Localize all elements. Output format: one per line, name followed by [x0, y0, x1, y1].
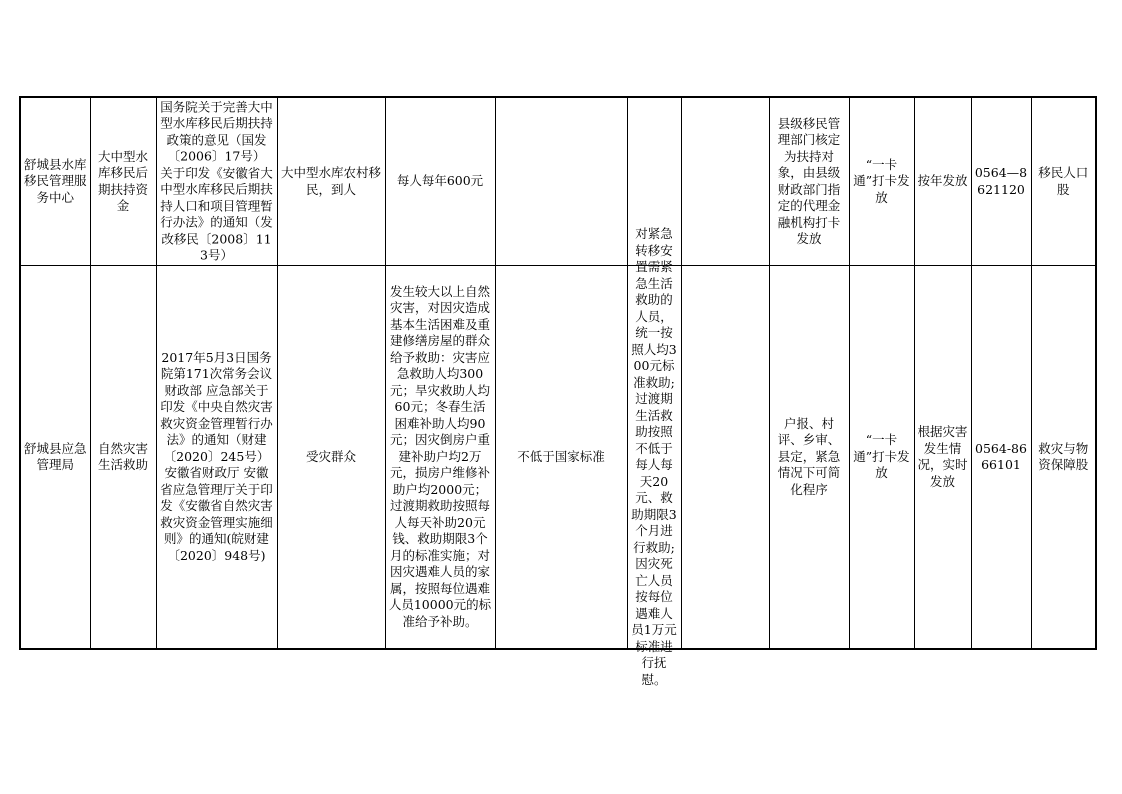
target-cell: 受灾群众 [277, 266, 385, 650]
col6-cell [495, 97, 627, 266]
col8-cell [681, 97, 769, 266]
col7-text: 对紧急转移安置需紧急生活救助的人员，统一按照人均300元标准救助;过渡期生活救助按照不低于每人每天20元、救助期限3个月进行救助;因灾死亡人员按每位遇难人员1万元标准进行抚慰。 [631, 226, 677, 687]
basis-cell [156, 97, 277, 266]
phone-cell: 0564—8621120 [971, 97, 1031, 266]
standard-cell [385, 266, 495, 650]
standard-text: 发生较大以上自然灾害，对因灾造成基本生活困难及重建修缮房屋的群众给予救助：灾害应急救助人均300元；旱灾救助人均60元；冬春生活困难补助人均90元；因灾倒房户重建补助户均2万元，损房户维修补助户均2000元；过渡期救助按照每人每天补助20元钱、救助期限3个月的标准实施；对因灾遇难人员的家属，按照每位遇难人员10000元的标准给予补助。 [388, 283, 492, 629]
standard-cell: 每人每年600元 [385, 97, 495, 266]
item-cell: 大中型水库移民后期扶持资金 [90, 97, 156, 266]
col7-cell [627, 226, 681, 687]
target-cell: 大中型水库农村移民，到人 [277, 97, 385, 266]
col8-cell [681, 266, 769, 650]
basis-text: 国务院关于完善大中型水库移民后期扶持政策的意见（国发〔2006〕17号） 关于印发《安徽省大中型水库移民后期扶持人口和项目管理暂行办法》的通知（发改移民〔2008〕113号） [160, 99, 273, 263]
table-row [20, 97, 1096, 266]
dept-cell: 移民人口股 [1031, 97, 1096, 266]
table-row [20, 266, 1096, 650]
basis-cell [156, 266, 277, 650]
procedure-cell: 户报、村评、乡审、县定，紧急情况下可简化程序 [769, 266, 849, 650]
subsidy-table [19, 96, 1097, 687]
agency-cell: 舒城县应急管理局 [20, 266, 90, 650]
time-cell: 按年发放 [914, 97, 971, 266]
method-cell: “一卡通”打卡发放 [849, 266, 914, 650]
item-cell: 自然灾害生活救助 [90, 266, 156, 650]
procedure-cell: 县级移民管理部门核定为扶持对象，由县级财政部门指定的代理金融机构打卡发放 [769, 97, 849, 266]
agency-cell: 舒城县水库移民管理服务中心 [20, 97, 90, 266]
method-cell: “一卡通”打卡发放 [849, 97, 914, 266]
col6-cell: 不低于国家标准 [495, 266, 627, 650]
dept-cell: 救灾与物资保障股 [1031, 266, 1096, 650]
phone-cell: 0564-8666101 [971, 266, 1031, 650]
basis-text: 2017年5月3日国务院第171次常务会议财政部 应急部关于印发《中央自然灾害救灾资金管理暂行办法》的通知（财建〔2020〕245号） 安徽省财政厅 安徽省应急管理厅关于印发《安徽省自然灾害救灾资金管理实施细则》的通知(皖财建〔2020〕948号) [160, 349, 273, 563]
time-cell: 根据灾害发生情况，实时发放 [914, 266, 971, 650]
